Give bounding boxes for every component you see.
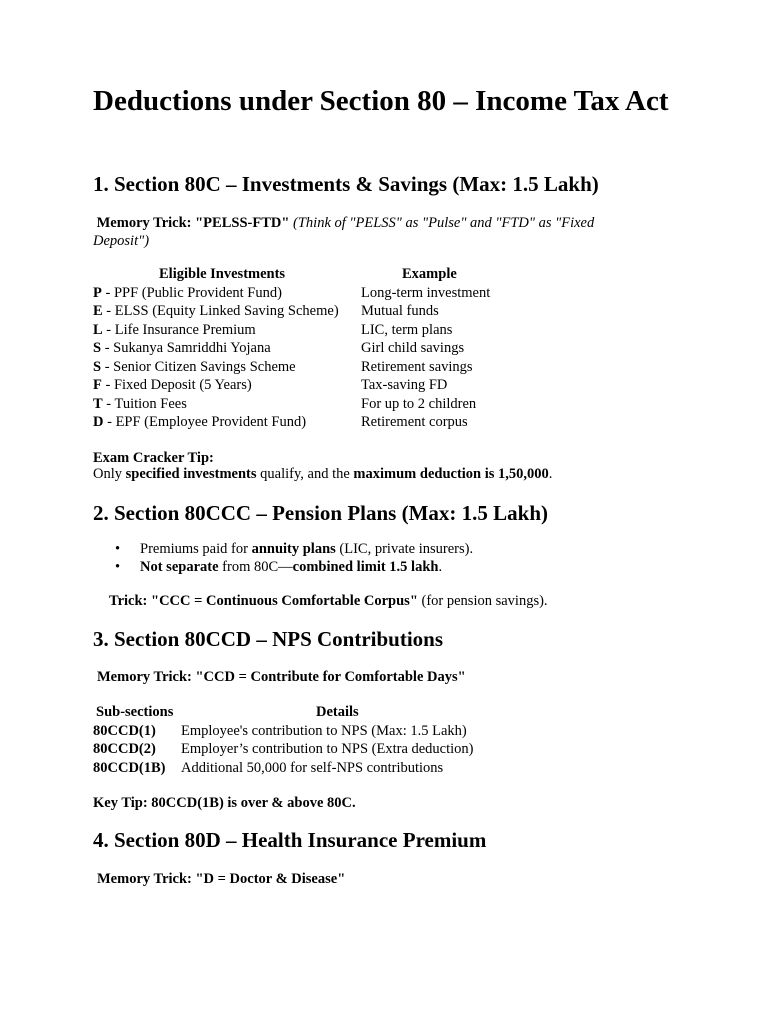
table-cell-example: LIC, term plans [361, 321, 453, 338]
section-80ccc-heading: 2. Section 80CCC – Pension Plans (Max: 1.5 Lakh) [93, 501, 549, 525]
table-header-example: Example [402, 266, 457, 282]
table-cell-example: Tax-saving FD [361, 377, 448, 393]
table-cell-example: Mutual funds [361, 303, 439, 319]
page-title: Deductions under Section 80 – Income Tax Act [93, 85, 669, 117]
section-80c-table [93, 265, 573, 435]
table-cell-detail: Employee's contribution to NPS (Max: 1.5 Lakh) [181, 722, 467, 739]
table-row: P - PPF (Public Provident Fund) [93, 284, 282, 301]
table-header-details: Details [316, 704, 359, 720]
table-cell-example: Retirement savings [361, 358, 473, 375]
exam-cracker-tip-text: Only specified investments qualify, and the maximum deduction is 1,50,000. [93, 466, 553, 482]
section-80ccd-heading: 3. Section 80CCD – NPS Contributions [93, 627, 444, 651]
section-80c-memory-trick [93, 214, 653, 250]
memory-trick-label: Memory Trick: "PELSS-FTD" [96, 215, 290, 231]
table-cell-code: 80CCD(1B) [93, 759, 166, 776]
table-cell-code: 80CCD(2) [93, 741, 156, 757]
section-80d-memory-trick: Memory Trick: "D = Doctor & Disease" [97, 871, 346, 887]
table-row: F - Fixed Deposit (5 Years) [93, 377, 252, 393]
section-80ccd-memory-trick: Memory Trick: "CCD = Contribute for Comfortable Days" [97, 669, 466, 685]
section-80d-heading: 4. Section 80D – Health Insurance Premium [93, 828, 487, 852]
table-row: T - Tuition Fees [93, 395, 187, 412]
memory-trick-note: (Think of "PELSS" as "Pulse" and "FTD" as "Fixed Deposit") [93, 215, 595, 249]
table-cell-example: Retirement corpus [361, 414, 468, 430]
section-80ccc-bullets [115, 541, 473, 576]
exam-cracker-tip-label: Exam Cracker Tip: [93, 450, 214, 466]
table-row: L - Life Insurance Premium [93, 321, 256, 338]
table-row: S - Sukanya Samriddhi Yojana [93, 340, 271, 356]
table-row: D - EPF (Employee Provident Fund) [93, 414, 307, 430]
section-80ccc-trick: Trick: "CCC = Continuous Comfortable Corpus" (for pension savings). [109, 593, 548, 609]
table-cell-code: 80CCD(1) [93, 722, 156, 739]
section-80ccd-key-tip: Key Tip: 80CCD(1B) is over & above 80C. [93, 795, 356, 811]
section-80ccd-table [93, 703, 573, 779]
section-80c-heading: 1. Section 80C – Investments & Savings (Max: 1.5 Lakh) [93, 172, 599, 196]
table-cell-detail: Employer’s contribution to NPS (Extra deduction) [181, 741, 474, 757]
table-cell-detail: Additional 50,000 for self-NPS contributions [181, 759, 444, 776]
table-row: S - Senior Citizen Savings Scheme [93, 358, 296, 375]
table-header-eligible: Eligible Investments [159, 266, 286, 282]
list-item: • Not separate from 80C—combined limit 1.5 lakh. [115, 559, 473, 577]
table-cell-example: Long-term investment [361, 284, 491, 301]
table-cell-example: For up to 2 children [361, 395, 477, 412]
list-item: • Premiums paid for annuity plans (LIC, private insurers). [115, 541, 473, 559]
table-row: E - ELSS (Equity Linked Saving Scheme) [93, 303, 339, 319]
table-cell-example: Girl child savings [361, 340, 465, 356]
table-header-subsections: Sub-sections [96, 704, 174, 720]
